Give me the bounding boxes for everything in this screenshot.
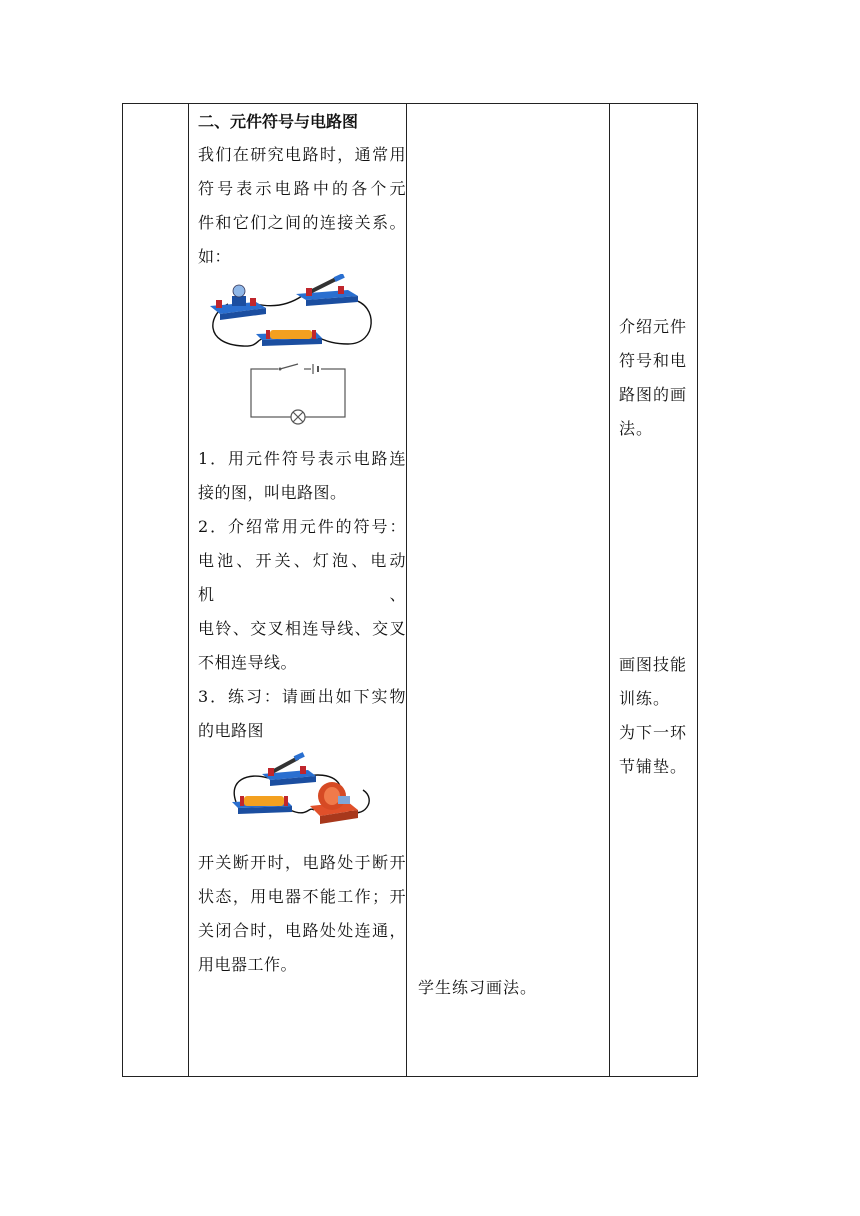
battery-holder-icon <box>256 330 322 346</box>
item2-line-3: 电铃、交叉相连导线、交叉 <box>198 619 406 638</box>
lesson-table <box>122 103 698 1077</box>
conclusion-line-3: 关闭合时，电路处处连通， <box>198 921 406 940</box>
item2-line-1: 2．介绍常用元件的符号： <box>198 517 406 536</box>
design-note-2 <box>619 648 699 784</box>
design-note-1 <box>619 310 699 446</box>
note2-line-2: 训练。 <box>619 689 671 708</box>
column-divider-3 <box>609 104 610 1076</box>
conclusion-line-1: 开关断开时，电路处于断开 <box>198 853 406 872</box>
conclusion-line-2: 状态，用电器不能工作；开 <box>198 887 406 906</box>
circuit-diagram-figure <box>198 362 406 428</box>
wire-top <box>256 296 302 306</box>
note1-line-4: 法。 <box>619 419 654 438</box>
knife-switch-icon-2 <box>262 752 316 786</box>
item3-line-1: 3．练习：请画出如下实物 <box>198 687 406 706</box>
column-divider-1 <box>188 104 189 1076</box>
wire-right <box>318 300 371 344</box>
section-heading: 二、元件符号与电路图 <box>198 112 359 131</box>
column-divider-2 <box>406 104 407 1076</box>
real-circuit-figure-1 <box>198 274 406 360</box>
wire-c <box>290 809 314 813</box>
teaching-content-cell <box>198 104 406 982</box>
lamp-holder-icon <box>210 285 266 320</box>
intro-line-4: 如： <box>198 247 232 266</box>
battery-holder-icon-2 <box>232 796 292 814</box>
real-circuit-figure-2 <box>198 750 406 832</box>
note1-line-1: 介绍元件 <box>619 317 688 336</box>
item1-line-2: 接的图，叫电路图。 <box>198 483 347 502</box>
conclusion-line-4: 用电器工作。 <box>198 955 298 974</box>
electric-motor-icon <box>310 782 358 824</box>
note2-line-3: 为下一环 <box>619 723 688 742</box>
item3-line-2: 的电路图 <box>198 721 265 740</box>
item1-line-1: 1．用元件符号表示电路连 <box>198 449 406 468</box>
intro-line-3: 件和它们之间的连接关系。 <box>198 213 406 232</box>
note1-line-3: 路图的画 <box>619 385 688 404</box>
intro-line-2: 符号表示电路中的各个元 <box>198 179 406 198</box>
item2-line-2: 电池、开关、灯泡、电动机、 <box>198 551 406 604</box>
note2-line-4: 节铺垫。 <box>619 757 688 776</box>
item2-line-4: 不相连导线。 <box>198 653 298 672</box>
intro-line-1: 我们在研究电路时，通常用 <box>198 145 406 164</box>
note1-line-2: 符号和电 <box>619 351 688 370</box>
note2-line-1: 画图技能 <box>619 655 688 674</box>
knife-switch-icon <box>296 274 358 306</box>
student-activity-text: 学生练习画法。 <box>418 978 538 997</box>
